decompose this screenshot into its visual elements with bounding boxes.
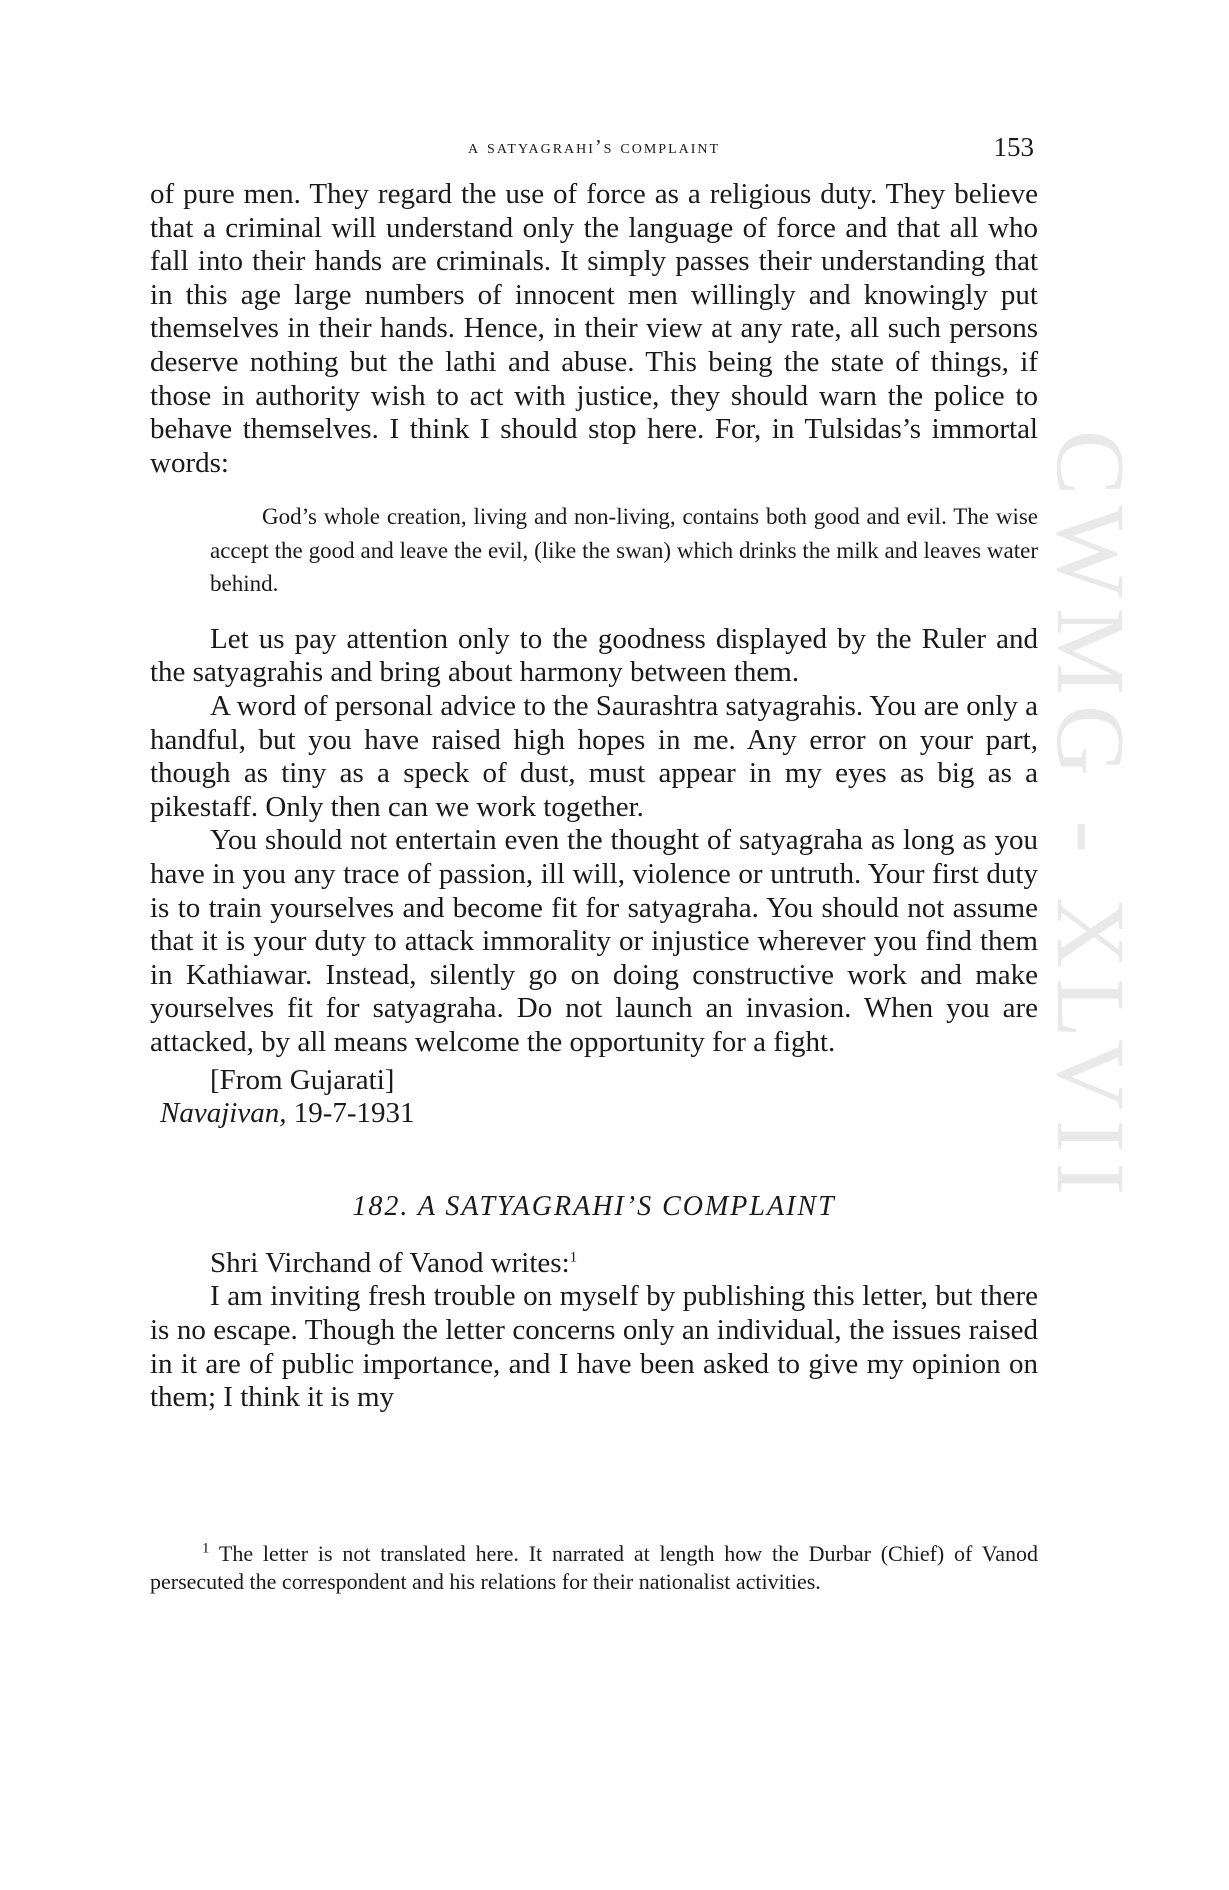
source-publication (150, 1097, 1038, 1131)
book-page (150, 0, 1038, 1890)
block-quote (210, 500, 1038, 601)
quote-text: God’s whole creation, living and non-living, contains both good and evil. The wise accept the good and leave the evil, (like the swan) which drinks the milk and leaves water behind. (210, 504, 1038, 597)
paragraph: You should not entertain even the thought of satyagraha as long as you have in you any trace of passion, ill will, violence or untruth. Your first duty is to train yourselves and become fit for satyagraha. You should not assume that it is your duty to attack immorality or injustice wherever you find them in Kathiawar. Instead, silently go on doing constructive work and make yourselves fit for satyagraha. Do not launch an invasion. When you are attacked, by all means welcome the opportunity for a fight. (150, 824, 1038, 1058)
running-title: a satyagrahi’s complaint (467, 136, 721, 158)
footnote-text (150, 1540, 1038, 1596)
chapter-title: 182. A SATYAGRAHI’S COMPLAINT (352, 1190, 836, 1222)
publication-date: 19-7-1931 (293, 1097, 415, 1130)
watermark: CWMG - XLVII (1036, 430, 1144, 1206)
source-language: [From Gujarati] (210, 1063, 395, 1096)
publication-name: Navajivan, (160, 1097, 287, 1130)
footnote (150, 1540, 1038, 1596)
paragraph (150, 1247, 1038, 1281)
footnote-marker: 1 (202, 1540, 210, 1557)
paragraph-text: Shri Virchand of Vanod writes: (210, 1246, 570, 1279)
page-number: 153 (993, 132, 1034, 162)
footnote-body: The letter is not translated here. It narrated at length how the Durbar (Chief) of Vanod persecuted the correspondent and his relations for their nationalist activities. (150, 1541, 1038, 1594)
paragraph: of pure men. They regard the use of force as a religious duty. They believe that a criminal will understand only the language of force and that all who fall into their hands are criminals. It simply passes their understanding that in this age large numbers of innocent men willingly and knowingly put themselves in their hands. Hence, in their view at any rate, all such persons deserve nothing but the lathi and abuse. This being the state of things, if those in authority wish to act with justice, they should warn the police to behave themselves. I think I should stop here. For, in Tulsidas’s immortal words: (150, 178, 1038, 479)
footnote-ref: 1 (569, 1249, 578, 1266)
paragraph: Let us pay attention only to the goodness displayed by the Ruler and the satyagrahis and bring about harmony between them. (150, 622, 1038, 689)
body-text (150, 178, 1038, 1415)
paragraph: A word of personal advice to the Saurashtra satyagrahis. You are only a handful, but you have raised high hopes in me. Any error on your part, though as tiny as a speck of dust, must appear in my eyes as big as a pikestaff. Only then can we work together. (150, 690, 1038, 823)
running-header (150, 132, 1038, 166)
paragraph: I am inviting fresh trouble on myself by publishing this letter, but there is no escape. Though the letter concerns only an individual, the issues raised in it are of public importance, and I have been asked to give my opinion on them; I think it is my (150, 1280, 1038, 1414)
